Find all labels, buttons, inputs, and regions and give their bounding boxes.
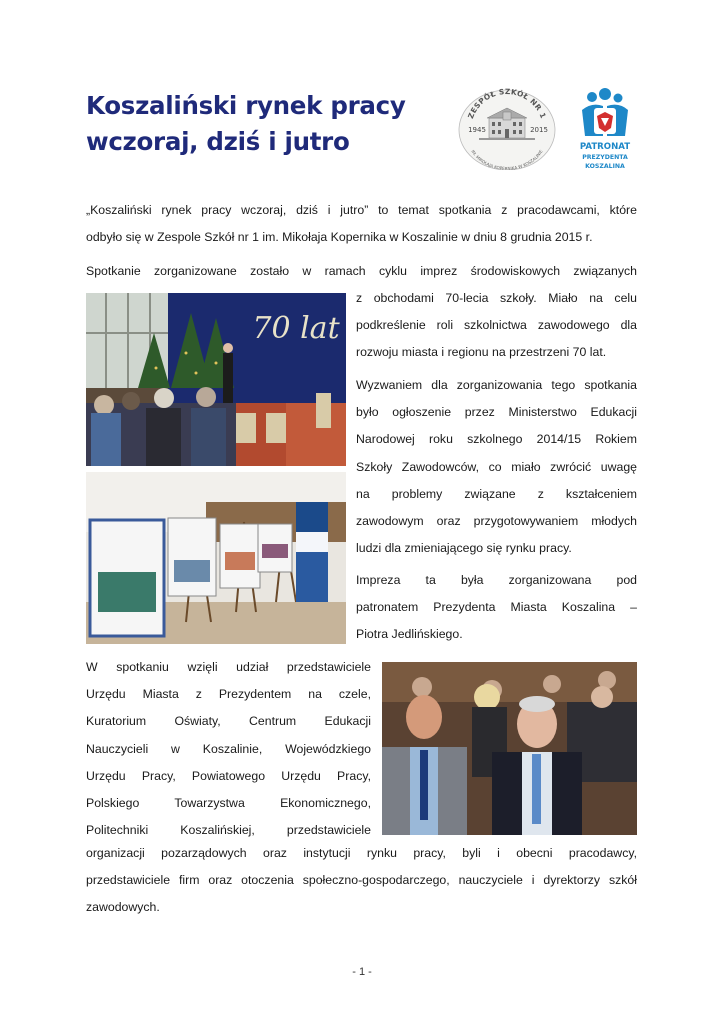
- text-line: Politechniki Koszalińskiej, przedstawiciele: [86, 823, 371, 838]
- text-line: Nauczycieli w Koszalinie, Wojewódzkiego: [86, 741, 371, 756]
- exhibition-photo-illustration: [86, 472, 346, 644]
- patronat-people-icon: [579, 88, 631, 174]
- title-line-1: Koszaliński rynek pracy: [86, 91, 406, 120]
- text-line: rozwoju miasta i regionu na przestrzeni 70 lat.: [356, 345, 607, 360]
- stage-photo-illustration: [86, 293, 346, 466]
- text-line: Impreza ta była zorganizowana pod: [356, 573, 637, 587]
- text-line: Wyzwaniem dla zorganizowania tego spotkania: [356, 378, 637, 392]
- photo-audience: [382, 662, 637, 835]
- audience-photo-illustration: [382, 662, 637, 835]
- school-logo-year-left: 1945: [468, 126, 486, 134]
- patronat-line-3: KOSZALINA: [585, 163, 625, 170]
- school-logo-year-right: 2015: [530, 126, 548, 134]
- text-line: z obchodami 70-lecia szkoły. Miało na celu: [356, 291, 637, 305]
- text-line: organizacji pozarządowych oraz instytucji rynku pracy, byli i obecni pracodawcy,: [86, 846, 637, 860]
- paragraph-event: [86, 258, 637, 285]
- paragraph-participants-continued: [86, 840, 637, 922]
- text-line: Narodowej roku szkolnego 2014/15 Rokiem: [356, 432, 637, 447]
- photo-exhibition: [86, 472, 346, 644]
- text-line: Urzędu Miasta z Prezydentem na czele,: [86, 687, 371, 702]
- text-line: na problemy związane z kształceniem: [356, 486, 637, 501]
- patronat-logo: [579, 88, 631, 174]
- patronat-line-2: PREZYDENTA: [582, 154, 628, 161]
- paragraph-participants: [86, 654, 371, 844]
- paragraph-challenge: [356, 372, 637, 562]
- text-line: zawodowych.: [86, 900, 160, 915]
- paragraph-patronage: [356, 567, 637, 649]
- school-logo-bottom-text: IM. MIKOŁAJA KOPERNIKA W KOSZALINIE: [470, 148, 544, 170]
- text-line: Polskiego Towarzystwa Ekonomicznego,: [86, 796, 371, 811]
- text-line: zawodowym oraz przygotowywaniem młodych: [356, 514, 637, 529]
- paragraph-event-continued: [356, 285, 637, 367]
- school-seal-icon: [457, 88, 557, 170]
- text-line: przedstawiciele firm oraz otoczenia społeczno-gospodarczego, nauczyciele i dyrektorzy szkół: [86, 873, 637, 888]
- text-line: W spotkaniu wzięli udział przedstawiciele: [86, 660, 371, 674]
- school-logo-top-text: ZESPÓŁ SZKÓŁ NR 1: [466, 88, 548, 120]
- text-line: Szkoły Zawodowców, co miało zwrócić uwagę: [356, 459, 637, 474]
- page-title: [86, 88, 416, 160]
- text-line: było ogłoszenie przez Ministerstwo Edukacji: [356, 405, 637, 420]
- banner-70-text: 70 lat: [252, 311, 340, 346]
- page-number: - 1 -: [352, 966, 372, 978]
- patronat-line-1: PATRONAT: [579, 142, 631, 152]
- paragraph-intro: [86, 197, 637, 251]
- photo-stage: [86, 293, 346, 466]
- text-line: Spotkanie zorganizowane zostało w ramach cyklu imprez środowiskowych związanych: [86, 264, 637, 278]
- text-line: „Koszaliński rynek pracy wczoraj, dziś i jutro” to temat spotkania z pracodawcami, które: [86, 203, 637, 217]
- school-logo: [457, 88, 557, 170]
- text-line: podkreślenie roli szkolnictwa zawodowego dla: [356, 318, 637, 333]
- title-line-2: wczoraj, dziś i jutro: [86, 127, 350, 156]
- text-line: Piotra Jedlińskiego.: [356, 627, 463, 642]
- text-line: Urzędu Pracy, Powiatowego Urzędu Pracy,: [86, 768, 371, 783]
- text-line: ludzi dla zmieniającego się rynku pracy.: [356, 541, 572, 556]
- text-line: odbyło się w Zespole Szkół nr 1 im. Mikołaja Kopernika w Koszalinie w dniu 8 grudnia 2015 r.: [86, 230, 593, 245]
- text-line: patronatem Prezydenta Miasta Koszalina –: [356, 600, 637, 615]
- text-line: Kuratorium Oświaty, Centrum Edukacji: [86, 714, 371, 729]
